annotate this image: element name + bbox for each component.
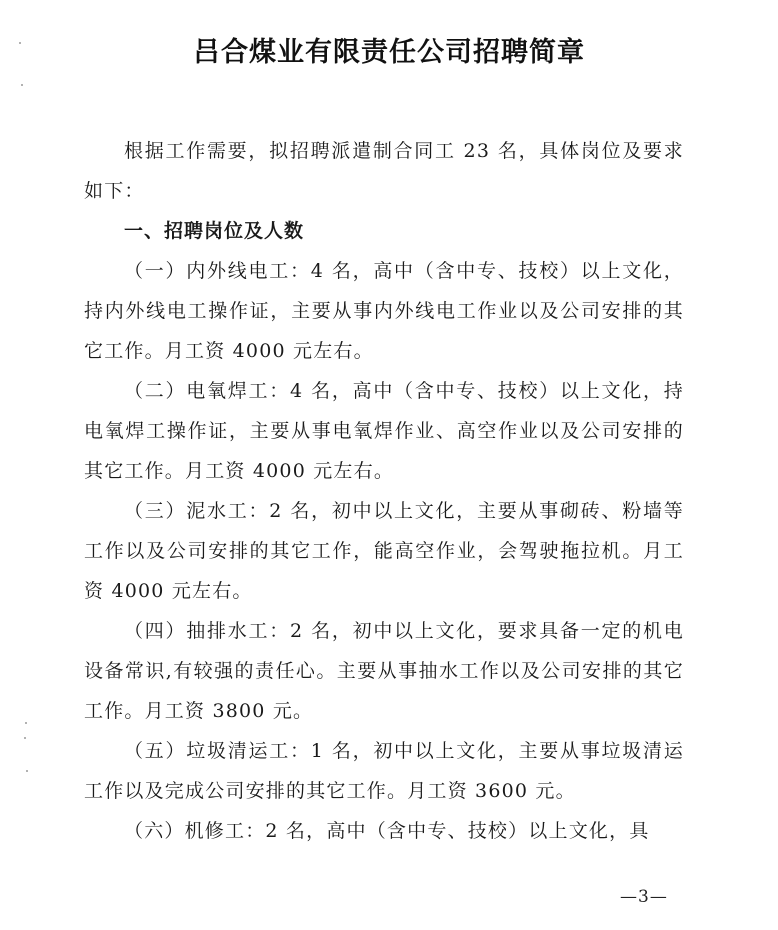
position-paragraph-2: （二）电氧焊工：4 名，高中（含中专、技校）以上文化，持电氧焊工操作证，主要从事电氧焊作业、高空作业以及公司安排的其它工作。月工资 4000 元左右。 bbox=[84, 380, 684, 482]
scan-speck bbox=[24, 737, 26, 739]
section-heading: 一、招聘岗位及人数 bbox=[124, 220, 305, 242]
position-paragraph-3: （三）泥水工：2 名，初中以上文化，主要从事砌砖、粉墙等工作以及公司安排的其它工作，能高空作业，会驾驶拖拉机。月工资 4000 元左右。 bbox=[84, 500, 684, 602]
position-paragraph-5: （五）垃圾清运工：1 名，初中以上文化，主要从事垃圾清运工作以及完成公司安排的其它工作。月工资 3600 元。 bbox=[84, 740, 684, 802]
scan-speck bbox=[25, 722, 27, 724]
position-paragraph-4: （四）抽排水工：2 名，初中以上文化，要求具备一定的机电设备常识,有较强的责任心。主要从事抽水工作以及公司安排的其它工作。月工资 3800 元。 bbox=[84, 620, 684, 722]
intro-paragraph: 根据工作需要，拟招聘派遣制合同工 23 名，具体岗位及要求如下： bbox=[84, 140, 684, 202]
document-body bbox=[84, 131, 684, 851]
scan-speck bbox=[21, 84, 23, 86]
document-title: 吕合煤业有限责任公司招聘简章 bbox=[193, 37, 585, 68]
position-paragraph-1: （一）内外线电工：4 名，高中（含中专、技校）以上文化，持内外线电工操作证，主要从事内外线电工作业以及公司安排的其它工作。月工资 4000 元左右。 bbox=[84, 260, 684, 362]
position-paragraph-6: （六）机修工：2 名，高中（含中专、技校）以上文化，具 bbox=[124, 820, 650, 842]
scan-speck bbox=[26, 770, 28, 772]
page-number: —3— bbox=[620, 887, 668, 907]
